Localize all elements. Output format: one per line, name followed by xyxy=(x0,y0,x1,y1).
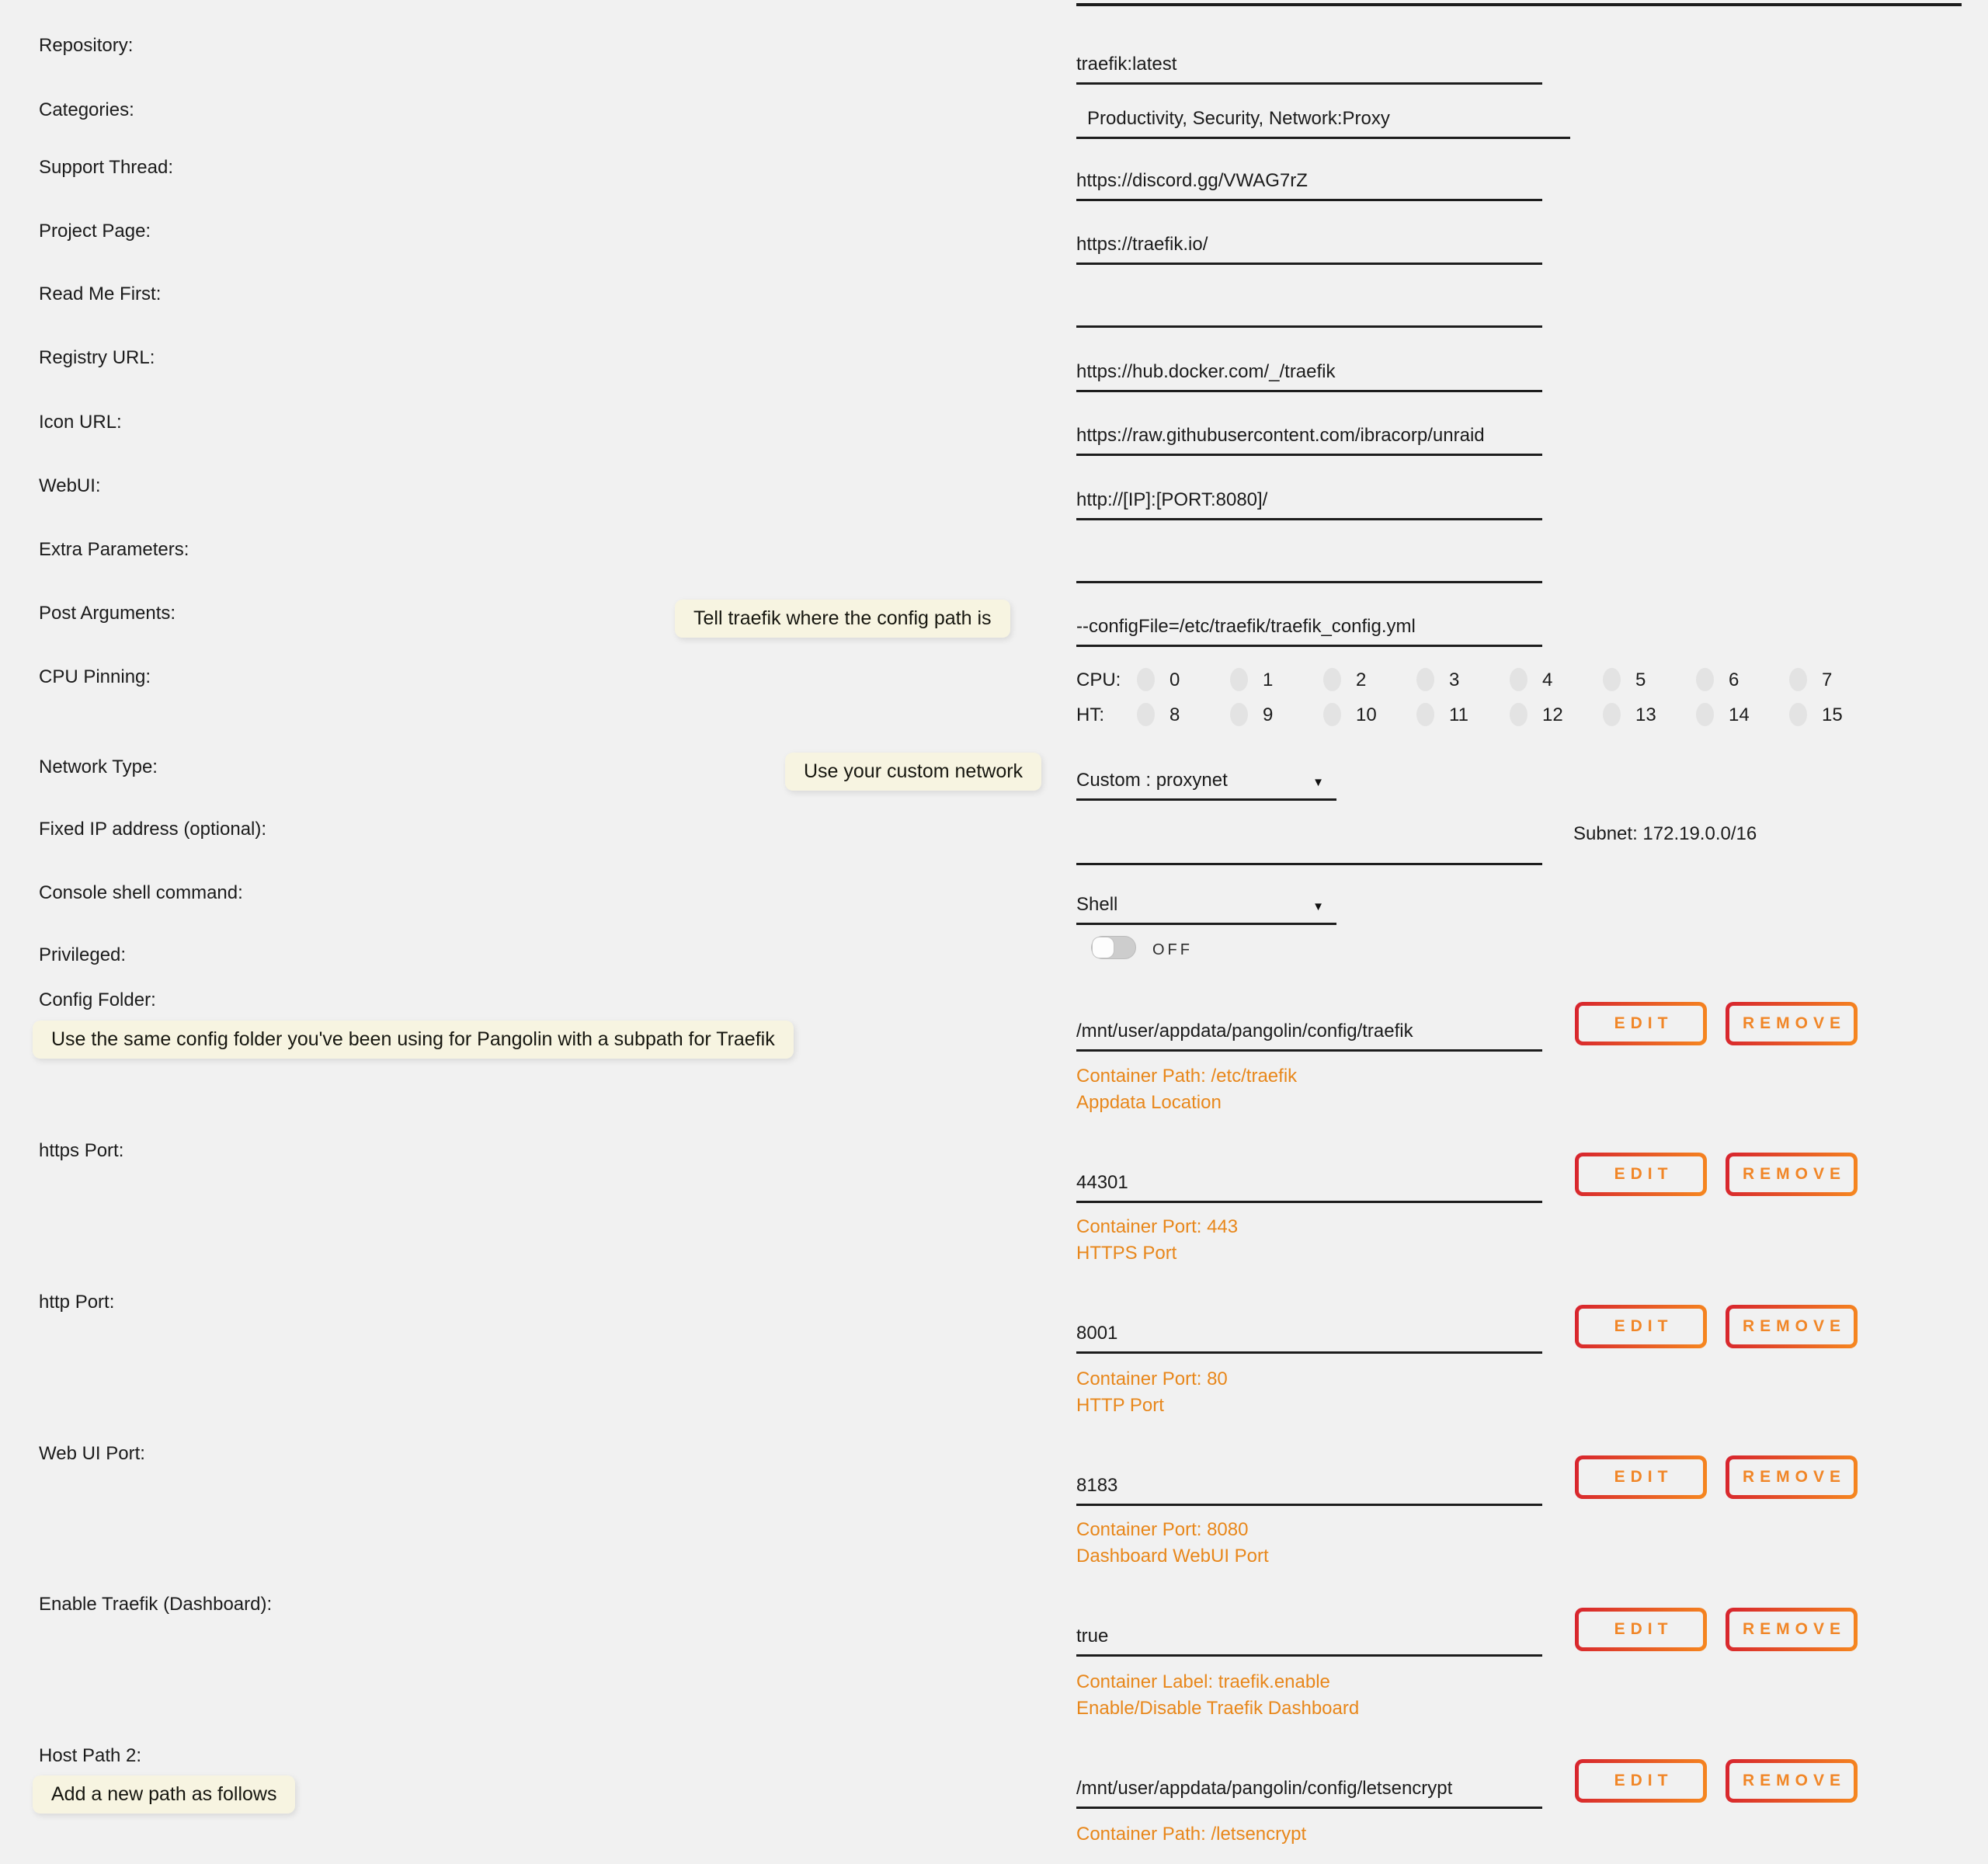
remove-button-label: REMOVE xyxy=(1742,1165,1846,1183)
console-shell-label: Console shell command: xyxy=(39,882,243,903)
cpu-pinning-label: CPU Pinning: xyxy=(39,666,151,687)
web-ui-port-value: 8183 xyxy=(1076,1475,1118,1496)
ht-13-checkbox[interactable] xyxy=(1603,703,1621,726)
config-folder-remove-button[interactable] xyxy=(1726,1002,1858,1045)
extra-parameters-input[interactable] xyxy=(1076,538,1542,583)
http-port-description: HTTP Port xyxy=(1076,1395,1164,1416)
config-folder-value: /mnt/user/appdata/pangolin/config/traefik xyxy=(1076,1021,1413,1042)
ht-15-checkbox[interactable] xyxy=(1789,703,1807,726)
cpu-3-checkbox[interactable] xyxy=(1416,668,1434,691)
registry-url-value: https://hub.docker.com/_/traefik xyxy=(1076,361,1336,382)
previous-field-underline xyxy=(1076,3,1962,6)
cpu-row-label: CPU: xyxy=(1076,669,1121,690)
host-path-2-value: /mnt/user/appdata/pangolin/config/letsencrypt xyxy=(1076,1778,1453,1799)
repository-input[interactable] xyxy=(1076,40,1542,85)
support-thread-input[interactable] xyxy=(1076,156,1542,201)
https-port-description: HTTPS Port xyxy=(1076,1243,1177,1264)
read-me-first-label: Read Me First: xyxy=(39,283,162,304)
host-path-2-input[interactable] xyxy=(1076,1764,1542,1809)
ht-13-label: 13 xyxy=(1635,704,1656,725)
repository-value: traefik:latest xyxy=(1076,54,1177,75)
registry-url-label: Registry URL: xyxy=(39,347,155,368)
config-folder-edit-button[interactable] xyxy=(1575,1002,1707,1045)
project-page-input[interactable] xyxy=(1076,220,1542,265)
web-ui-port-container-port: Container Port: 8080 xyxy=(1076,1519,1249,1540)
https-port-container-port: Container Port: 443 xyxy=(1076,1216,1239,1237)
ht-11-label: 11 xyxy=(1449,704,1468,725)
ht-9-label: 9 xyxy=(1263,704,1274,725)
https-port-input[interactable] xyxy=(1076,1158,1542,1203)
network-type-tooltip: Use your custom network xyxy=(785,753,1041,791)
config-folder-container-path: Container Path: /etc/traefik xyxy=(1076,1066,1298,1087)
remove-button-label: REMOVE xyxy=(1742,1620,1846,1638)
cpu-6-checkbox[interactable] xyxy=(1696,668,1714,691)
remove-button-label: REMOVE xyxy=(1742,1772,1846,1789)
config-folder-description: Appdata Location xyxy=(1076,1092,1222,1113)
cpu-5-checkbox[interactable] xyxy=(1603,668,1621,691)
read-me-first-input[interactable] xyxy=(1076,283,1542,328)
cpu-6-label: 6 xyxy=(1729,669,1740,690)
enable-traefik-input[interactable] xyxy=(1076,1612,1542,1657)
edit-button-label: EDIT xyxy=(1614,1468,1673,1486)
icon-url-input[interactable] xyxy=(1076,411,1542,456)
web-ui-port-label: Web UI Port: xyxy=(39,1443,145,1464)
edit-button-label: EDIT xyxy=(1614,1772,1673,1789)
ht-12-checkbox[interactable] xyxy=(1510,703,1527,726)
config-folder-input[interactable] xyxy=(1076,1007,1542,1052)
post-arguments-label: Post Arguments: xyxy=(39,603,176,624)
webui-input[interactable] xyxy=(1076,475,1542,520)
project-page-label: Project Page: xyxy=(39,221,151,242)
ht-14-label: 14 xyxy=(1729,704,1750,725)
ht-15-label: 15 xyxy=(1822,704,1843,725)
cpu-4-label: 4 xyxy=(1542,669,1553,690)
ht-10-checkbox[interactable] xyxy=(1323,703,1341,726)
ht-14-checkbox[interactable] xyxy=(1696,703,1714,726)
support-thread-label: Support Thread: xyxy=(39,157,174,178)
cpu-2-label: 2 xyxy=(1356,669,1367,690)
web-ui-port-description: Dashboard WebUI Port xyxy=(1076,1546,1269,1567)
enable-traefik-value: true xyxy=(1076,1626,1109,1647)
ht-12-label: 12 xyxy=(1542,704,1563,725)
edit-button-label: EDIT xyxy=(1614,1317,1673,1335)
cpu-5-label: 5 xyxy=(1635,669,1646,690)
http-port-label: http Port: xyxy=(39,1292,115,1313)
privileged-label: Privileged: xyxy=(39,944,127,965)
enable-traefik-remove-button[interactable] xyxy=(1726,1608,1858,1651)
http-port-remove-button[interactable] xyxy=(1726,1305,1858,1348)
repository-label: Repository: xyxy=(39,35,134,56)
privileged-toggle[interactable] xyxy=(1091,936,1136,959)
https-port-label: https Port: xyxy=(39,1140,124,1161)
http-port-container-port: Container Port: 80 xyxy=(1076,1368,1228,1389)
network-type-value: Custom : proxynet xyxy=(1076,770,1228,791)
console-shell-select[interactable] xyxy=(1076,880,1336,925)
network-type-select[interactable] xyxy=(1076,756,1336,801)
web-ui-port-input[interactable] xyxy=(1076,1461,1542,1506)
project-page-value: https://traefik.io/ xyxy=(1076,234,1208,255)
host-path-2-remove-button[interactable] xyxy=(1726,1759,1858,1803)
edit-button-label: EDIT xyxy=(1614,1620,1673,1638)
cpu-1-checkbox[interactable] xyxy=(1230,668,1248,691)
registry-url-input[interactable] xyxy=(1076,347,1542,392)
https-port-value: 44301 xyxy=(1076,1172,1128,1193)
toggle-knob xyxy=(1092,937,1114,958)
chevron-down-icon: ▼ xyxy=(1312,776,1324,789)
cpu-1-label: 1 xyxy=(1263,669,1274,690)
ht-10-label: 10 xyxy=(1356,704,1377,725)
post-arguments-input[interactable] xyxy=(1076,602,1542,647)
host-path-2-container-path: Container Path: /letsencrypt xyxy=(1076,1824,1307,1845)
remove-button-label: REMOVE xyxy=(1742,1468,1846,1486)
cpu-4-checkbox[interactable] xyxy=(1510,668,1527,691)
host-path-2-tooltip: Add a new path as follows xyxy=(33,1775,295,1814)
cpu-7-label: 7 xyxy=(1822,669,1833,690)
cpu-3-label: 3 xyxy=(1449,669,1460,690)
categories-value: Productivity, Security, Network:Proxy xyxy=(1087,108,1390,129)
ht-row-label: HT: xyxy=(1076,704,1104,725)
https-port-remove-button[interactable] xyxy=(1726,1153,1858,1196)
http-port-edit-button[interactable] xyxy=(1575,1305,1707,1348)
ht-8-checkbox[interactable] xyxy=(1137,703,1155,726)
edit-button-label: EDIT xyxy=(1614,1165,1673,1183)
enable-traefik-edit-button[interactable] xyxy=(1575,1608,1707,1651)
remove-button-label: REMOVE xyxy=(1742,1317,1846,1335)
http-port-input[interactable] xyxy=(1076,1309,1542,1354)
ht-11-checkbox[interactable] xyxy=(1416,703,1434,726)
ht-8-label: 8 xyxy=(1170,704,1180,725)
enable-traefik-container-label: Container Label: traefik.enable xyxy=(1076,1671,1330,1692)
ht-9-checkbox[interactable] xyxy=(1230,703,1248,726)
chevron-down-icon: ▼ xyxy=(1312,900,1324,913)
network-type-label: Network Type: xyxy=(39,756,158,777)
post-arguments-value: --configFile=/etc/traefik/traefik_config.yml xyxy=(1076,616,1416,637)
cpu-0-checkbox[interactable] xyxy=(1137,668,1155,691)
privileged-state: OFF xyxy=(1152,941,1193,958)
console-shell-value: Shell xyxy=(1076,894,1118,915)
cpu-0-label: 0 xyxy=(1170,669,1180,690)
fixed-ip-label: Fixed IP address (optional): xyxy=(39,819,267,840)
fixed-ip-input[interactable] xyxy=(1076,820,1542,865)
host-path-2-edit-button[interactable] xyxy=(1575,1759,1707,1803)
icon-url-label: Icon URL: xyxy=(39,412,122,433)
categories-label: Categories: xyxy=(39,99,134,120)
config-folder-tooltip: Use the same config folder you've been using for Pangolin with a subpath for Traefik xyxy=(33,1021,794,1059)
edit-button-label: EDIT xyxy=(1614,1014,1673,1032)
enable-traefik-description: Enable/Disable Traefik Dashboard xyxy=(1076,1698,1360,1719)
support-thread-value: https://discord.gg/VWAG7rZ xyxy=(1076,170,1308,191)
webui-value: http://[IP]:[PORT:8080]/ xyxy=(1076,489,1268,510)
config-folder-label: Config Folder: xyxy=(39,989,156,1010)
icon-url-value: https://raw.githubusercontent.com/ibracorp/unraid xyxy=(1076,425,1485,446)
subnet-info: Subnet: 172.19.0.0/16 xyxy=(1573,823,1757,844)
cpu-7-checkbox[interactable] xyxy=(1789,668,1807,691)
host-path-2-label: Host Path 2: xyxy=(39,1745,142,1766)
remove-button-label: REMOVE xyxy=(1742,1014,1846,1032)
web-ui-port-remove-button[interactable] xyxy=(1726,1455,1858,1499)
categories-input[interactable] xyxy=(1076,94,1570,139)
https-port-edit-button[interactable] xyxy=(1575,1153,1707,1196)
enable-traefik-label: Enable Traefik (Dashboard): xyxy=(39,1594,273,1615)
webui-label: WebUI: xyxy=(39,475,101,496)
extra-parameters-label: Extra Parameters: xyxy=(39,539,189,560)
web-ui-port-edit-button[interactable] xyxy=(1575,1455,1707,1499)
cpu-2-checkbox[interactable] xyxy=(1323,668,1341,691)
http-port-value: 8001 xyxy=(1076,1323,1118,1344)
post-arguments-tooltip: Tell traefik where the config path is xyxy=(675,600,1010,638)
